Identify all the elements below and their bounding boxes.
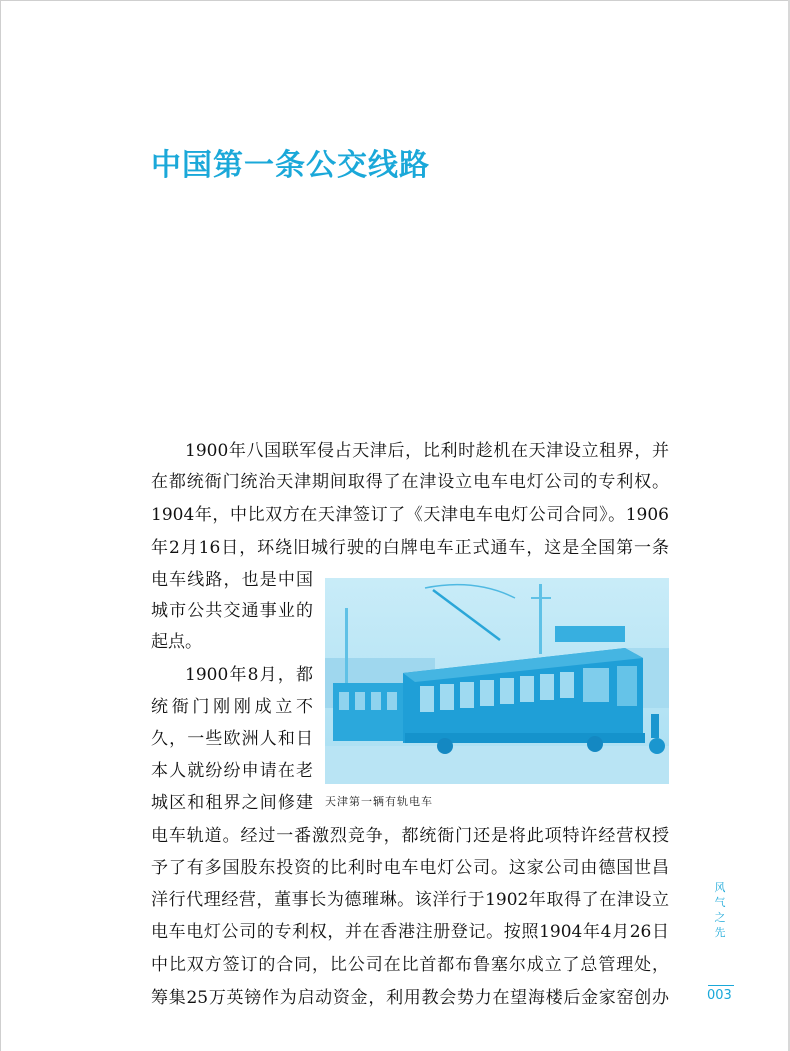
figure-caption: 天津第一辆有轨电车 <box>325 795 433 808</box>
text-line: 电车线路，也是中国 <box>151 570 313 590</box>
text-line: 统衙门刚刚成立不 <box>151 697 313 717</box>
text-line: 城区和租界之间修建 <box>151 793 313 813</box>
page-number-rule <box>708 985 734 986</box>
page-number: 003 <box>707 988 732 1003</box>
photo-tram-roof-sign <box>555 626 625 642</box>
chapter-title: 中国第一条公交线路 <box>151 148 430 183</box>
text-line: 电车轨道。经过一番激烈竞争，都统衙门还是将此项特许经营权授 <box>151 826 669 846</box>
text-line: 1900年八国联军侵占天津后，比利时趁机在天津设立租界，并 <box>185 441 669 461</box>
text-line: 在都统衙门统治天津期间取得了在津设立电车电灯公司的专利权。 <box>151 472 669 492</box>
section-label: 风气之先 <box>714 881 726 939</box>
tram-photo <box>325 578 669 784</box>
text-line: 年2月16日，环绕旧城行驶的白牌电车正式通车，这是全国第一条 <box>151 538 669 558</box>
text-line: 本人就纷纷申请在老 <box>151 761 313 781</box>
photo-street <box>325 746 669 784</box>
text-line: 中比双方签订的合同，比公司在比首都布鲁塞尔成立了总管理处， <box>151 955 669 975</box>
text-line: 电车电灯公司的专利权，并在香港注册登记。按照1904年4月26日 <box>151 922 669 942</box>
text-line: 洋行代理经营，董事长为德璀琳。该洋行于1902年取得了在津设立 <box>151 890 669 910</box>
text-line: 筹集25万英镑作为启动资金，利用教会势力在望海楼后金家窑创办 <box>151 988 669 1008</box>
text-line: 久，一些欧洲人和日 <box>151 729 313 749</box>
text-line: 起点。 <box>151 632 202 652</box>
text-line: 1900年8月，都 <box>185 665 313 685</box>
photo-pole <box>539 584 542 654</box>
page-border-top <box>0 0 790 1</box>
text-line: 1904年，中比双方在天津签订了《天津电车电灯公司合同》。1906 <box>151 505 669 525</box>
photo-trailer-car <box>333 683 413 741</box>
text-line: 予了有多国股东投资的比利时电车电灯公司。这家公司由德国世昌 <box>151 858 669 878</box>
page-border-left <box>0 0 1 1051</box>
text-line: 城市公共交通事业的 <box>151 601 313 621</box>
